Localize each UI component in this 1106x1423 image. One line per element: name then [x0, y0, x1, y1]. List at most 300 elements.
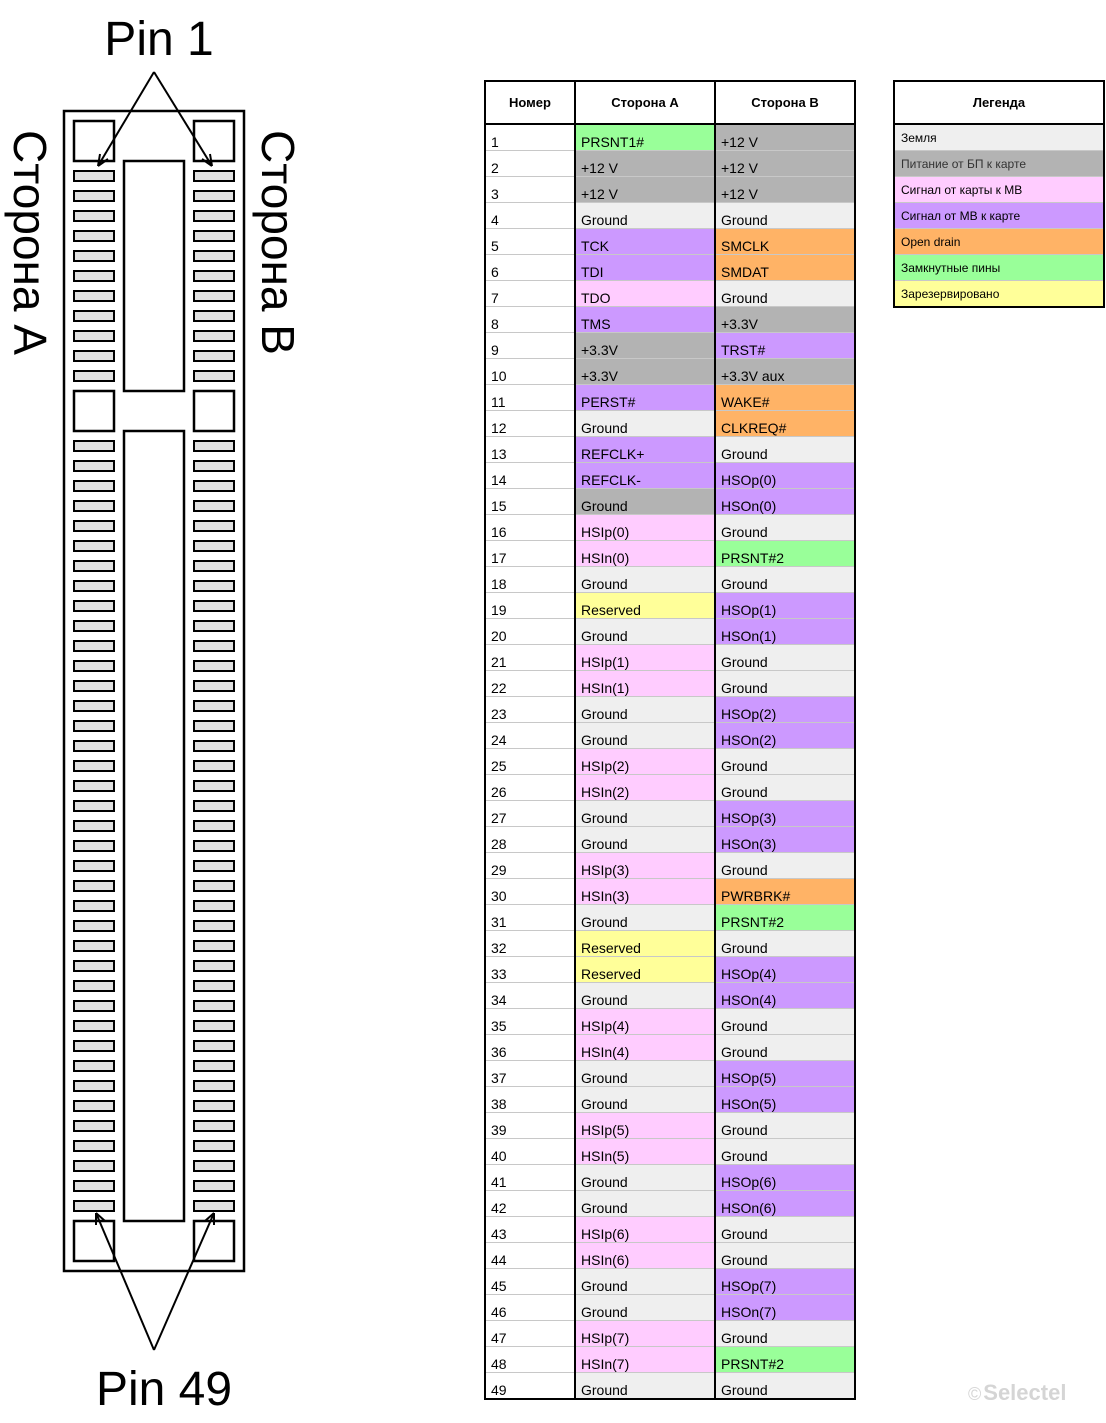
table-row [485, 1087, 855, 1113]
pinout-table [484, 80, 856, 1400]
table-row [485, 359, 855, 385]
contact-pin-b [194, 251, 234, 261]
key-square-mid-right [194, 391, 234, 431]
contact-pin-b [194, 191, 234, 201]
table-row [485, 697, 855, 723]
pin-number-cell: 7 [485, 281, 575, 307]
contact-pin-b [194, 1001, 234, 1011]
pin-number-cell: 39 [485, 1113, 575, 1139]
pin-number-cell: 17 [485, 541, 575, 567]
pin-number-cell: 25 [485, 749, 575, 775]
contact-pin-a [74, 231, 114, 241]
contact-pin-b [194, 921, 234, 931]
table-row [485, 1269, 855, 1295]
side-a-cell: HSIn(0) [575, 541, 715, 567]
table-row [485, 1165, 855, 1191]
side-a-cell: +3.3V [575, 359, 715, 385]
side-b-cell: PRSNT#2 [715, 1347, 855, 1373]
side-a-cell: REFCLK- [575, 463, 715, 489]
contact-pin-a [74, 641, 114, 651]
pin-number-cell: 9 [485, 333, 575, 359]
table-row [485, 1347, 855, 1373]
contact-pin-b [194, 681, 234, 691]
side-b-cell: HSOp(7) [715, 1269, 855, 1295]
side-b-cell: Ground [715, 775, 855, 801]
contact-pin-a [74, 881, 114, 891]
key-square-mid-left [74, 391, 114, 431]
pin-number-cell: 27 [485, 801, 575, 827]
side-b-cell: +3.3V aux [715, 359, 855, 385]
table-row [485, 1113, 855, 1139]
contact-pin-b [194, 941, 234, 951]
side-a-cell: HSIn(3) [575, 879, 715, 905]
pin-number-cell: 14 [485, 463, 575, 489]
side-a-cell: TDI [575, 255, 715, 281]
side-a-cell: Ground [575, 1191, 715, 1217]
contact-pin-a [74, 601, 114, 611]
contact-pin-a [74, 981, 114, 991]
side-a-cell: Ground [575, 1087, 715, 1113]
side-b-cell: +12 V [715, 151, 855, 177]
header-side-b: Сторона B [715, 81, 855, 124]
pin-number-cell: 45 [485, 1269, 575, 1295]
contact-pin-a [74, 1061, 114, 1071]
contact-pin-a [74, 721, 114, 731]
pin-number-cell: 29 [485, 853, 575, 879]
contact-pin-a [74, 1141, 114, 1151]
side-b-cell: HSOp(6) [715, 1165, 855, 1191]
side-b-cell: SMCLK [715, 229, 855, 255]
table-row [485, 879, 855, 905]
table-row [485, 1061, 855, 1087]
table-row [485, 463, 855, 489]
side-a-cell: Ground [575, 567, 715, 593]
contact-pin-a [74, 1081, 114, 1091]
contact-pin-b [194, 621, 234, 631]
pin-number-cell: 5 [485, 229, 575, 255]
contact-pin-b [194, 521, 234, 531]
contact-pin-b [194, 1081, 234, 1091]
contact-pin-b [194, 561, 234, 571]
table-row [485, 1191, 855, 1217]
contact-pin-b [194, 1101, 234, 1111]
contact-pin-a [74, 661, 114, 671]
contact-pin-a [74, 271, 114, 281]
table-row [485, 255, 855, 281]
table-row [485, 541, 855, 567]
side-a-cell: +3.3V [575, 333, 715, 359]
table-row [485, 1139, 855, 1165]
contact-pin-a [74, 681, 114, 691]
side-a-cell: Ground [575, 1295, 715, 1321]
pin-number-cell: 46 [485, 1295, 575, 1321]
contact-pin-a [74, 801, 114, 811]
table-row [485, 957, 855, 983]
table-row [485, 931, 855, 957]
table-row [485, 723, 855, 749]
contact-pin-a [74, 961, 114, 971]
contact-pin-a [74, 371, 114, 381]
pin-49-label: Pin 49 [95, 1363, 233, 1416]
pin-number-cell: 16 [485, 515, 575, 541]
pin-number-cell: 18 [485, 567, 575, 593]
side-b-cell: HSOp(5) [715, 1061, 855, 1087]
contact-pin-b [194, 1041, 234, 1051]
side-b-cell: HSOp(3) [715, 801, 855, 827]
contact-pin-b [194, 331, 234, 341]
side-b-cell: HSOn(4) [715, 983, 855, 1009]
contact-pin-a [74, 481, 114, 491]
pin-number-cell: 48 [485, 1347, 575, 1373]
contact-pin-b [194, 761, 234, 771]
contact-pin-b [194, 701, 234, 711]
table-row [485, 801, 855, 827]
side-a-cell: HSIn(5) [575, 1139, 715, 1165]
table-row [485, 1243, 855, 1269]
side-b-cell: PRSNT#2 [715, 541, 855, 567]
contact-pin-a [74, 251, 114, 261]
side-b-cell: Ground [715, 749, 855, 775]
side-b-cell: Ground [715, 671, 855, 697]
side-a-cell: HSIn(7) [575, 1347, 715, 1373]
pin-number-cell: 15 [485, 489, 575, 515]
contact-pin-b [194, 311, 234, 321]
table-row [485, 489, 855, 515]
table-row [485, 411, 855, 437]
table-row [485, 749, 855, 775]
side-a-cell: Ground [575, 905, 715, 931]
side-a-cell: HSIp(2) [575, 749, 715, 775]
side-b-cell: Ground [715, 645, 855, 671]
side-a-cell: Ground [575, 1061, 715, 1087]
pin-number-cell: 49 [485, 1373, 575, 1400]
side-b-cell: Ground [715, 1243, 855, 1269]
pin-number-cell: 35 [485, 1009, 575, 1035]
contact-pin-b [194, 581, 234, 591]
pin-number-cell: 42 [485, 1191, 575, 1217]
contact-pin-b [194, 601, 234, 611]
pin-number-cell: 2 [485, 151, 575, 177]
table-row [485, 567, 855, 593]
pin-number-cell: 44 [485, 1243, 575, 1269]
contact-pin-a [74, 1121, 114, 1131]
contact-pin-a [74, 331, 114, 341]
contact-pin-a [74, 1001, 114, 1011]
contact-pin-b [194, 841, 234, 851]
pin-number-cell: 47 [485, 1321, 575, 1347]
key-square-top-left [74, 121, 114, 161]
pin-1-label: Pin 1 [104, 13, 214, 66]
contact-pin-a [74, 1161, 114, 1171]
legend-row [894, 281, 1104, 308]
contact-pin-b [194, 1161, 234, 1171]
pin-number-cell: 38 [485, 1087, 575, 1113]
contact-pin-b [194, 351, 234, 361]
side-b-cell: Ground [715, 1321, 855, 1347]
side-b-cell: HSOp(1) [715, 593, 855, 619]
table-row [485, 333, 855, 359]
legend-row [894, 124, 1104, 151]
watermark [968, 1380, 1066, 1406]
side-b-cell: Ground [715, 931, 855, 957]
contact-pin-b [194, 211, 234, 221]
pin-number-cell: 1 [485, 124, 575, 151]
pin-number-cell: 43 [485, 1217, 575, 1243]
side-a-cell: PRSNT1# [575, 124, 715, 151]
legend-item-reserved: Зарезервировано [894, 281, 1104, 308]
side-a-cell: Ground [575, 411, 715, 437]
pin-number-cell: 20 [485, 619, 575, 645]
side-a-cell: Ground [575, 1269, 715, 1295]
side-b-cell: Ground [715, 515, 855, 541]
contact-pin-b [194, 861, 234, 871]
contact-pin-b [194, 821, 234, 831]
contact-pin-b [194, 801, 234, 811]
table-row [485, 853, 855, 879]
side-b-cell: Ground [715, 853, 855, 879]
contact-pin-a [74, 781, 114, 791]
pin-number-cell: 22 [485, 671, 575, 697]
table-row [485, 619, 855, 645]
contact-pin-b [194, 981, 234, 991]
side-b-cell: +3.3V [715, 307, 855, 333]
side-a-cell: HSIn(2) [575, 775, 715, 801]
side-b-cell: Ground [715, 1139, 855, 1165]
pin-number-cell: 37 [485, 1061, 575, 1087]
side-a-cell: Ground [575, 489, 715, 515]
contact-pin-a [74, 171, 114, 181]
side-a-cell: Ground [575, 1373, 715, 1400]
contact-pin-a [74, 741, 114, 751]
side-b-cell: HSOn(3) [715, 827, 855, 853]
legend-row [894, 255, 1104, 281]
contact-pin-a [74, 701, 114, 711]
legend-item-card2mb: Сигнал от карты к MB [894, 177, 1104, 203]
side-a-cell: HSIp(6) [575, 1217, 715, 1243]
table-row [485, 515, 855, 541]
pin-number-cell: 13 [485, 437, 575, 463]
table-row [485, 1295, 855, 1321]
table-row [485, 1373, 855, 1400]
slot-short-section [124, 161, 184, 391]
contact-pin-a [74, 191, 114, 201]
contact-pin-b [194, 271, 234, 281]
contact-pin-a [74, 581, 114, 591]
side-b-cell: +12 V [715, 124, 855, 151]
contact-pin-b [194, 961, 234, 971]
contact-pin-b [194, 641, 234, 651]
key-square-top-right [194, 121, 234, 161]
table-row [485, 281, 855, 307]
side-b-cell: HSOp(0) [715, 463, 855, 489]
contact-pin-a [74, 1021, 114, 1031]
side-b-cell: HSOn(7) [715, 1295, 855, 1321]
side-a-cell: HSIp(3) [575, 853, 715, 879]
contact-pin-b [194, 541, 234, 551]
contact-pin-a [74, 461, 114, 471]
table-row [485, 437, 855, 463]
table-row [485, 203, 855, 229]
table-row [485, 1217, 855, 1243]
table-row [485, 307, 855, 333]
side-b-cell: PWRBRK# [715, 879, 855, 905]
key-square-bottom-right [194, 1221, 234, 1261]
pin-number-cell: 12 [485, 411, 575, 437]
side-a-cell: TMS [575, 307, 715, 333]
side-b-cell: Ground [715, 1009, 855, 1035]
side-a-cell: +12 V [575, 177, 715, 203]
pins-side-a [74, 171, 114, 1211]
side-a-cell: HSIp(7) [575, 1321, 715, 1347]
side-a-cell: HSIn(1) [575, 671, 715, 697]
pin-number-cell: 31 [485, 905, 575, 931]
side-a-cell: HSIn(6) [575, 1243, 715, 1269]
side-a-label: Сторона A [4, 130, 56, 355]
contact-pin-b [194, 1021, 234, 1031]
pin-number-cell: 3 [485, 177, 575, 203]
side-a-cell: HSIp(1) [575, 645, 715, 671]
contact-pin-a [74, 941, 114, 951]
side-a-cell: Ground [575, 801, 715, 827]
contact-pin-b [194, 231, 234, 241]
table-row [485, 385, 855, 411]
contact-pin-b [194, 291, 234, 301]
side-a-cell: Ground [575, 697, 715, 723]
side-b-cell: SMDAT [715, 255, 855, 281]
contact-pin-b [194, 1181, 234, 1191]
side-b-cell: HSOn(1) [715, 619, 855, 645]
contact-pin-b [194, 661, 234, 671]
contact-pin-a [74, 921, 114, 931]
legend-item-power: Питание от БП к карте [894, 151, 1104, 177]
side-a-cell: TDO [575, 281, 715, 307]
table-row [485, 1035, 855, 1061]
contact-pin-b [194, 741, 234, 751]
contact-pin-b [194, 1061, 234, 1071]
contact-pin-b [194, 1201, 234, 1211]
legend-item-ground: Земля [894, 124, 1104, 151]
watermark-brand: Selectel [983, 1380, 1067, 1405]
pin-number-cell: 28 [485, 827, 575, 853]
contact-pin-a [74, 291, 114, 301]
legend-item-mb2card: Сигнал от MB к карте [894, 203, 1104, 229]
side-b-cell: HSOp(4) [715, 957, 855, 983]
contact-pin-b [194, 481, 234, 491]
contact-pin-b [194, 371, 234, 381]
contact-pin-a [74, 311, 114, 321]
connector-diagram [0, 0, 480, 1423]
side-a-cell: Ground [575, 619, 715, 645]
pinout-header-row [485, 81, 855, 124]
side-b-cell: HSOn(6) [715, 1191, 855, 1217]
legend-row [894, 229, 1104, 255]
pin-number-cell: 21 [485, 645, 575, 671]
contact-pin-a [74, 621, 114, 631]
table-row [485, 124, 855, 151]
table-row [485, 645, 855, 671]
contact-pin-a [74, 521, 114, 531]
side-a-cell: PERST# [575, 385, 715, 411]
side-a-cell: TCK [575, 229, 715, 255]
contact-pin-a [74, 761, 114, 771]
contact-pin-b [194, 171, 234, 181]
copyright-icon: © [968, 1384, 982, 1404]
contact-pin-a [74, 351, 114, 361]
contact-pin-a [74, 1041, 114, 1051]
legend-item-present: Замкнутные пины [894, 255, 1104, 281]
table-row [485, 1321, 855, 1347]
pin-number-cell: 10 [485, 359, 575, 385]
contact-pin-a [74, 1181, 114, 1191]
pin-number-cell: 33 [485, 957, 575, 983]
table-row [485, 775, 855, 801]
side-b-cell: CLKREQ# [715, 411, 855, 437]
side-b-cell: Ground [715, 1217, 855, 1243]
contact-pin-b [194, 721, 234, 731]
contact-pin-b [194, 1141, 234, 1151]
contact-pin-b [194, 781, 234, 791]
contact-pin-a [74, 861, 114, 871]
pin-number-cell: 30 [485, 879, 575, 905]
side-a-cell: Reserved [575, 593, 715, 619]
slot-long-section [124, 431, 184, 1221]
contact-pin-b [194, 461, 234, 471]
legend-title: Легенда [894, 81, 1104, 124]
pin-number-cell: 19 [485, 593, 575, 619]
contact-pin-a [74, 541, 114, 551]
side-b-cell: Ground [715, 281, 855, 307]
pin-number-cell: 24 [485, 723, 575, 749]
side-b-cell: Ground [715, 567, 855, 593]
side-a-cell: HSIp(5) [575, 1113, 715, 1139]
table-row [485, 671, 855, 697]
contact-pin-b [194, 1121, 234, 1131]
side-a-cell: Ground [575, 1165, 715, 1191]
legend-row [894, 203, 1104, 229]
contact-pin-b [194, 901, 234, 911]
pin-number-cell: 6 [485, 255, 575, 281]
table-row [485, 177, 855, 203]
side-a-cell: Reserved [575, 957, 715, 983]
side-b-label: Сторона B [252, 130, 304, 355]
side-b-cell: Ground [715, 1373, 855, 1400]
side-a-cell: Ground [575, 983, 715, 1009]
legend-row [894, 151, 1104, 177]
pin-number-cell: 26 [485, 775, 575, 801]
contact-pin-a [74, 821, 114, 831]
side-b-cell: HSOn(5) [715, 1087, 855, 1113]
contact-pin-a [74, 441, 114, 451]
side-a-cell: Ground [575, 827, 715, 853]
side-a-cell: +12 V [575, 151, 715, 177]
header-side-a: Сторона A [575, 81, 715, 124]
table-row [485, 1009, 855, 1035]
table-row [485, 983, 855, 1009]
table-row [485, 151, 855, 177]
contact-pin-a [74, 1101, 114, 1111]
contact-pin-a [74, 561, 114, 571]
contact-pin-b [194, 441, 234, 451]
contact-pin-a [74, 211, 114, 221]
pin-number-cell: 8 [485, 307, 575, 333]
table-row [485, 905, 855, 931]
pin-number-cell: 36 [485, 1035, 575, 1061]
side-b-cell: Ground [715, 1035, 855, 1061]
side-a-cell: HSIp(4) [575, 1009, 715, 1035]
legend-table [893, 80, 1105, 308]
contact-pin-b [194, 501, 234, 511]
side-b-cell: TRST# [715, 333, 855, 359]
